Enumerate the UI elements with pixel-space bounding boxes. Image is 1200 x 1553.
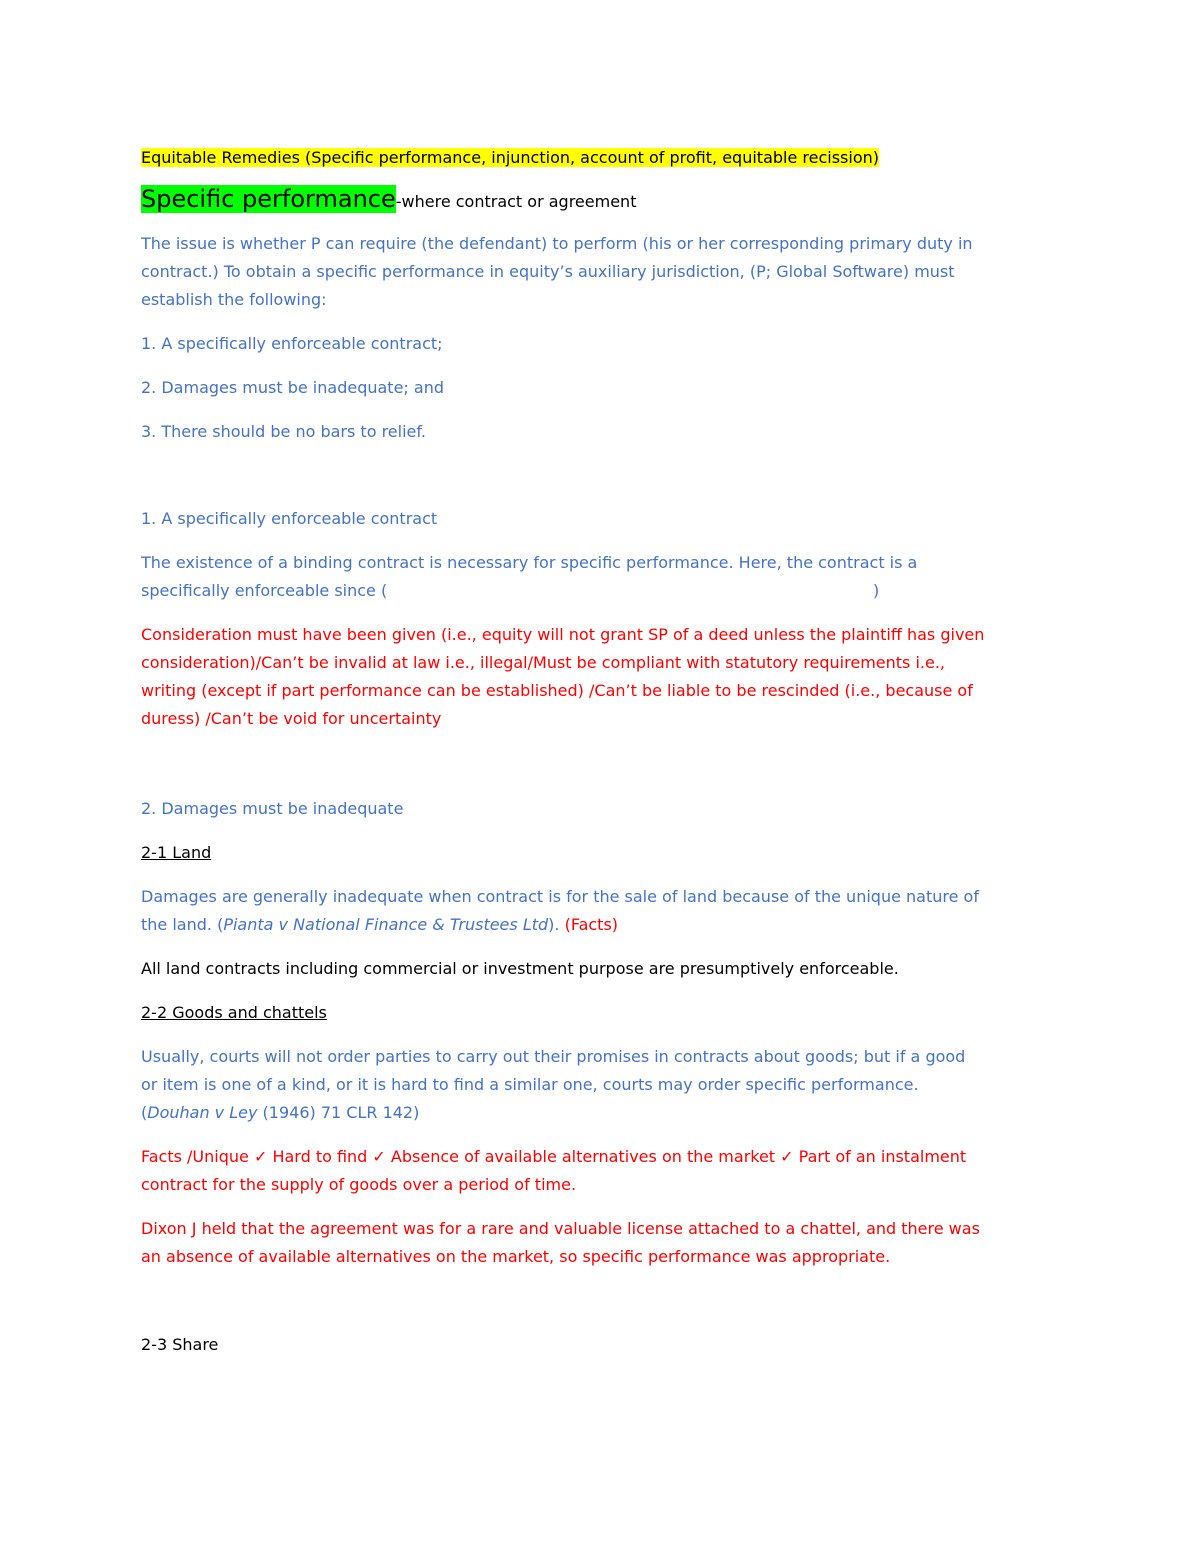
requirement-number: 1. (141, 334, 157, 353)
part1-red-line-2: consideration)/Can’t be invalid at law i.e., illegal/Must be compliant with statutory requirements i.e., (141, 653, 946, 672)
part1-line-1: The existence of a binding contract is necessary for specific performance. Here, the contract is a (141, 553, 918, 572)
goods-line-1: Usually, courts will not order parties to carry out their promises in contracts about goods; but if a good (141, 1047, 966, 1066)
requirement-number: 2. (141, 378, 157, 397)
land-line-2 (141, 911, 1056, 939)
land-black-line: All land contracts including commercial or investment purpose are presumptively enforceable. (141, 959, 899, 978)
requirement-text: Damages must be inadequate; and (156, 378, 444, 397)
part1-line-2-close: ) (873, 581, 880, 600)
dixon-paragraph (141, 1215, 1056, 1271)
part1-red-paragraph (141, 621, 1056, 733)
land-paragraph (141, 883, 1056, 939)
requirement-item (141, 418, 1056, 446)
part2-title: 2. Damages must be inadequate (141, 799, 404, 818)
goods-facts-line-1: Facts /Unique ✓ Hard to find ✓ Absence of available alternatives on the market ✓ Part of an instalment (141, 1147, 967, 1166)
goods-line-3 (141, 1099, 1056, 1127)
section-title (141, 184, 1056, 216)
goods-facts-line-2: contract for the supply of goods over a period of time. (141, 1175, 577, 1194)
part1-red-line-4: duress) /Can’t be void for uncertainty (141, 709, 442, 728)
land-heading: 2-1 Land (141, 843, 212, 862)
intro-line-1: The issue is whether P can require (the defendant) to perform (his or her corresponding primary duty in (141, 234, 973, 253)
land-case-name: Pianta v National Finance & Trustees Ltd (223, 915, 549, 934)
land-facts: (Facts) (564, 915, 619, 934)
goods-line-3-a: ( (141, 1103, 148, 1122)
requirement-item (141, 330, 1056, 358)
goods-paragraph (141, 1043, 1056, 1127)
part1-paragraph (141, 549, 1056, 605)
dixon-line-1: Dixon J held that the agreement was for a rare and valuable license attached to a chattel, and there was (141, 1219, 980, 1238)
requirement-number: 3. (141, 422, 157, 441)
requirement-text: A specifically enforceable contract; (156, 334, 443, 353)
intro-line-2: contract.) To obtain a specific performance in equity’s auxiliary jurisdiction, (P; Global Software) must (141, 262, 955, 281)
land-line-1: Damages are generally inadequate when contract is for the sale of land because of the unique nature of (141, 887, 979, 906)
part1-line-2 (141, 577, 1056, 605)
dixon-line-2: an absence of available alternatives on the market, so specific performance was appropriate. (141, 1247, 891, 1266)
document-page (141, 138, 1056, 1359)
land-line-2-a: the land. ( (141, 915, 224, 934)
goods-line-3-b: (1946) 71 CLR 142) (257, 1103, 420, 1122)
heading-text: Equitable Remedies (Specific performance, injunction, account of profit, equitable recission) (141, 148, 879, 167)
part1-red-line-1: Consideration must have been given (i.e., equity will not grant SP of a deed unless the plaintiff has given (141, 625, 985, 644)
goods-line-2: or item is one of a kind, or it is hard to find a similar one, courts may order specific performance. (141, 1075, 919, 1094)
goods-heading: 2-2 Goods and chattels (141, 1003, 327, 1022)
requirement-text: There should be no bars to relief. (156, 422, 426, 441)
requirement-item (141, 374, 1056, 402)
goods-case-name: Douhan v Ley (147, 1103, 258, 1122)
document-heading (141, 144, 1056, 172)
land-line-2-b: ). (548, 915, 565, 934)
goods-facts-paragraph (141, 1143, 1056, 1199)
part1-red-line-3: writing (except if part performance can be established) /Can’t be liable to be rescinded (i.e., because of (141, 681, 973, 700)
section-title-suffix: -where contract or agreement (395, 192, 637, 211)
part1-title: 1. A specifically enforceable contract (141, 509, 438, 528)
section-title-highlight: Specific performance (141, 185, 396, 213)
intro-paragraph (141, 230, 1056, 314)
part1-line-2-text: specifically enforceable since ( (141, 581, 388, 600)
share-heading: 2-3 Share (141, 1335, 219, 1354)
intro-line-3: establish the following: (141, 290, 327, 309)
